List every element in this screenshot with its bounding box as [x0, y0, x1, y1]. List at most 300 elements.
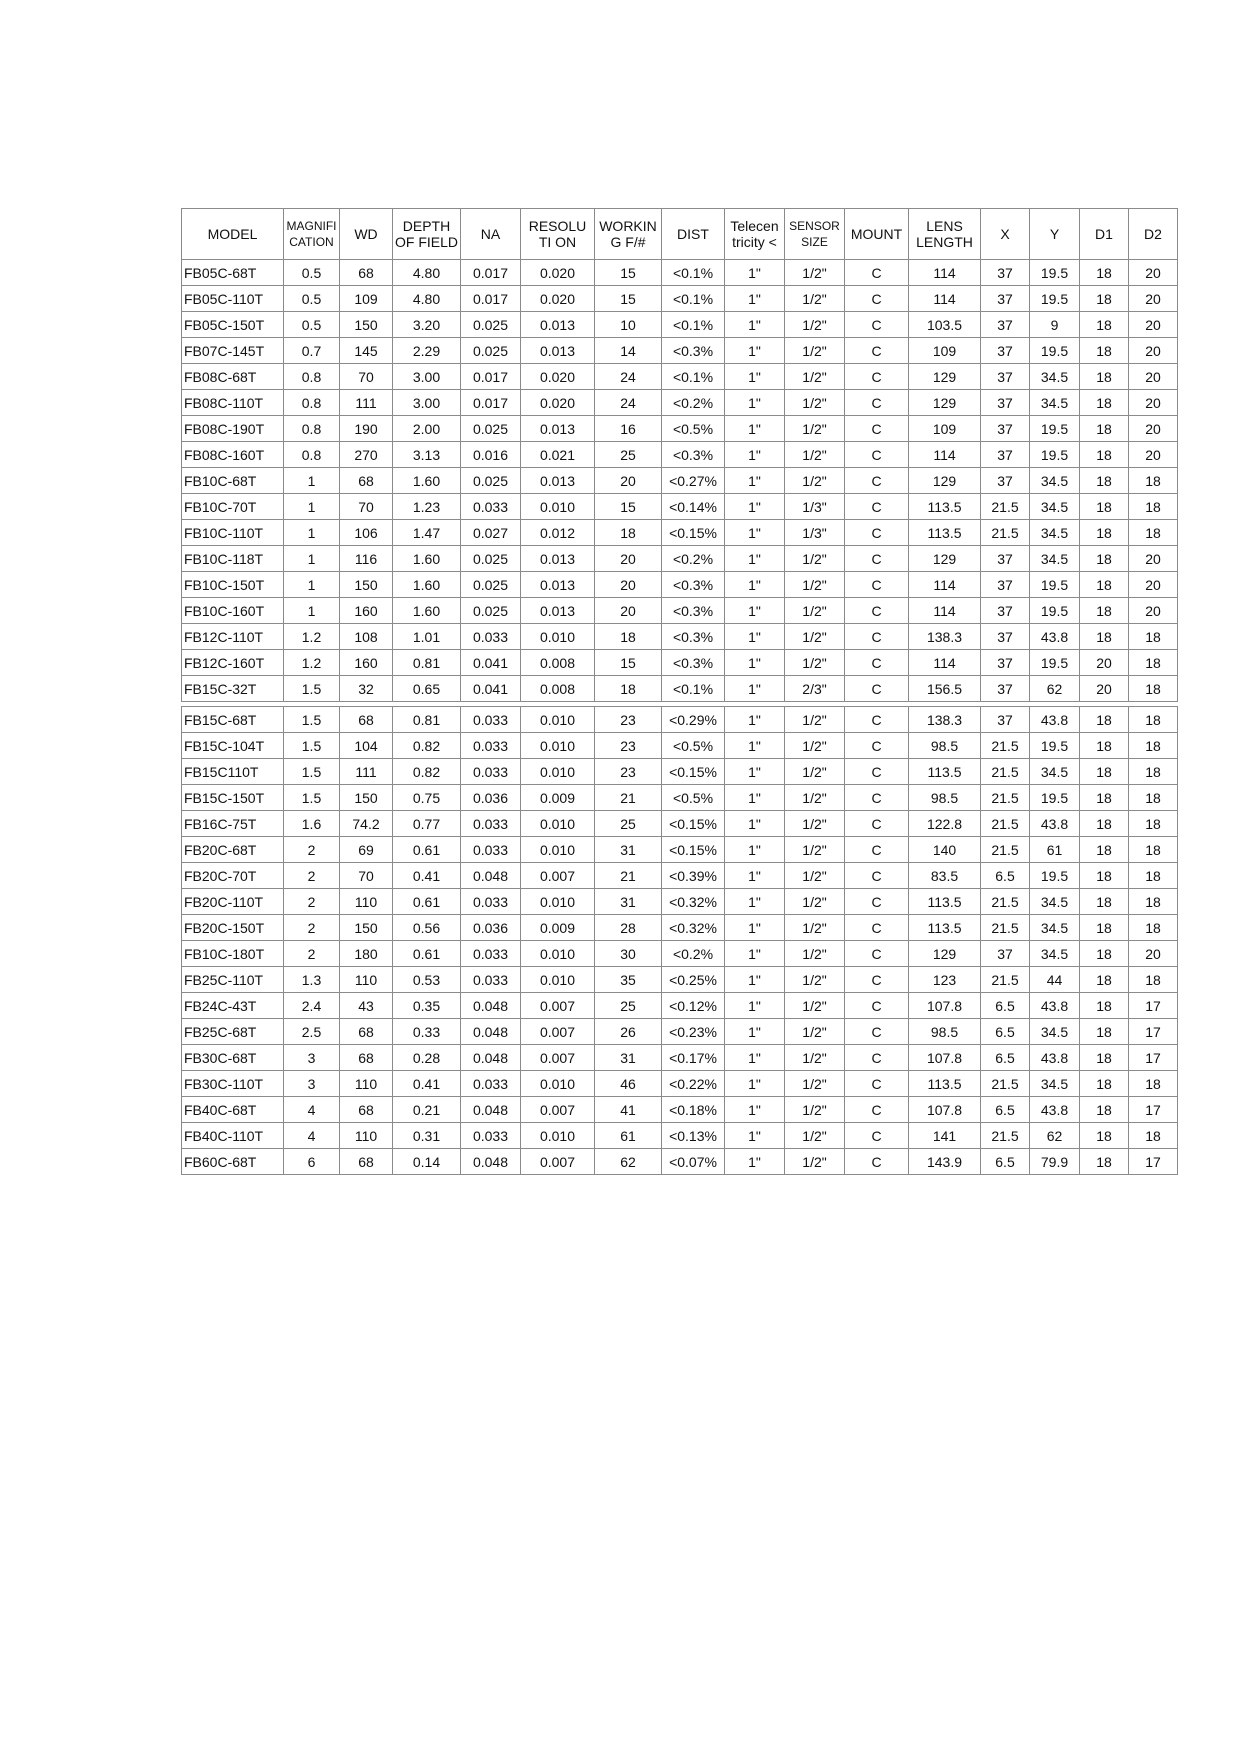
column-header-line: NA — [480, 226, 501, 242]
table-cell: 0.010 — [521, 494, 595, 520]
table-cell: C — [845, 468, 909, 494]
table-cell: 1 — [284, 572, 340, 598]
table-cell: 35 — [595, 967, 662, 993]
table-cell: 0.8 — [284, 442, 340, 468]
table-cell: 108 — [340, 624, 393, 650]
table-cell: 1.60 — [393, 546, 461, 572]
table-cell: 20 — [595, 598, 662, 624]
table-cell: 0.33 — [393, 1019, 461, 1045]
table-cell: 0.033 — [461, 1123, 521, 1149]
table-cell: 1 — [284, 520, 340, 546]
table-cell: 34.5 — [1030, 1071, 1080, 1097]
table-cell: 1 — [284, 546, 340, 572]
table-cell: 61 — [1030, 837, 1080, 863]
table-cell: 0.025 — [461, 338, 521, 364]
table-cell: 0.008 — [521, 676, 595, 702]
table-cell: 26 — [595, 1019, 662, 1045]
table-cell: 113.5 — [909, 520, 981, 546]
table-cell: C — [845, 785, 909, 811]
table-cell: 1" — [725, 889, 785, 915]
table-cell: <0.2% — [662, 941, 725, 967]
table-cell: 18 — [1080, 811, 1129, 837]
table-cell: 0.025 — [461, 312, 521, 338]
table-cell: 3.00 — [393, 390, 461, 416]
table-cell: 34.5 — [1030, 1019, 1080, 1045]
model-cell: FB10C-118T — [182, 546, 284, 572]
table-cell: 18 — [1080, 468, 1129, 494]
table-cell: 0.048 — [461, 1097, 521, 1123]
table-cell: 1" — [725, 811, 785, 837]
table-cell: C — [845, 837, 909, 863]
table-cell: 1/2" — [785, 312, 845, 338]
table-cell: 37 — [981, 624, 1030, 650]
table-cell: 111 — [340, 390, 393, 416]
table-cell: 25 — [595, 811, 662, 837]
table-cell: 70 — [340, 863, 393, 889]
table-row — [182, 1149, 1178, 1175]
table-cell: 30 — [595, 941, 662, 967]
table-cell: <0.25% — [662, 967, 725, 993]
model-cell: FB05C-150T — [182, 312, 284, 338]
table-cell: 6.5 — [981, 863, 1030, 889]
table-cell: <0.39% — [662, 863, 725, 889]
table-cell: 20 — [1129, 390, 1178, 416]
table-cell: 0.033 — [461, 1071, 521, 1097]
table-cell: 79.9 — [1030, 1149, 1080, 1175]
table-cell: <0.2% — [662, 546, 725, 572]
table-cell: <0.3% — [662, 650, 725, 676]
table-row — [182, 811, 1178, 837]
table-cell: 114 — [909, 260, 981, 286]
table-cell: 62 — [1030, 676, 1080, 702]
table-cell: 0.033 — [461, 967, 521, 993]
table-cell: 0.009 — [521, 785, 595, 811]
table-cell: 0.025 — [461, 468, 521, 494]
table-cell: 0.75 — [393, 785, 461, 811]
table-cell: 21 — [595, 785, 662, 811]
table-cell: 18 — [595, 624, 662, 650]
table-cell: <0.3% — [662, 624, 725, 650]
table-cell: 34.5 — [1030, 468, 1080, 494]
table-cell: 18 — [1080, 733, 1129, 759]
model-cell: FB08C-68T — [182, 364, 284, 390]
table-cell: 18 — [595, 520, 662, 546]
table-cell: <0.1% — [662, 676, 725, 702]
table-cell: 18 — [1080, 312, 1129, 338]
model-cell: FB15C-32T — [182, 676, 284, 702]
table-cell: 1" — [725, 598, 785, 624]
model-cell: FB16C-75T — [182, 811, 284, 837]
table-cell: 150 — [340, 785, 393, 811]
table-cell: 18 — [1080, 915, 1129, 941]
table-cell: 17 — [1129, 1097, 1178, 1123]
table-cell: 18 — [1129, 837, 1178, 863]
table-cell: 103.5 — [909, 312, 981, 338]
table-cell: 18 — [1080, 546, 1129, 572]
table-cell: 1" — [725, 863, 785, 889]
model-cell: FB10C-110T — [182, 520, 284, 546]
table-cell: 0.012 — [521, 520, 595, 546]
table-cell: 37 — [981, 286, 1030, 312]
model-cell: FB15C-150T — [182, 785, 284, 811]
table-cell: 18 — [1129, 624, 1178, 650]
table-cell: 0.021 — [521, 442, 595, 468]
table-cell: 18 — [1080, 520, 1129, 546]
table-cell: 34.5 — [1030, 546, 1080, 572]
table-cell: 2/3" — [785, 676, 845, 702]
table-cell: 20 — [1129, 598, 1178, 624]
table-cell: 129 — [909, 390, 981, 416]
column-header-line: X — [1000, 226, 1010, 242]
table-cell: 1" — [725, 785, 785, 811]
table-cell: 1" — [725, 364, 785, 390]
model-cell: FB60C-68T — [182, 1149, 284, 1175]
header-row — [182, 209, 1178, 260]
table-cell: 123 — [909, 967, 981, 993]
table-cell: 18 — [1080, 572, 1129, 598]
column-header-line: tricity < — [732, 234, 777, 250]
table-cell: 0.008 — [521, 650, 595, 676]
table-cell: 0.010 — [521, 1071, 595, 1097]
table-cell: 18 — [1080, 759, 1129, 785]
column-header-line: SIZE — [801, 235, 828, 249]
table-cell: 20 — [595, 572, 662, 598]
table-cell: 0.41 — [393, 1071, 461, 1097]
table-cell: 2 — [284, 889, 340, 915]
table-cell: 2 — [284, 837, 340, 863]
table-cell: 0.82 — [393, 733, 461, 759]
table-cell: 0.010 — [521, 759, 595, 785]
table-cell: 107.8 — [909, 1097, 981, 1123]
table-cell: 68 — [340, 707, 393, 733]
table-row — [182, 494, 1178, 520]
table-cell: 0.033 — [461, 941, 521, 967]
table-cell: 0.033 — [461, 811, 521, 837]
table-cell: 0.35 — [393, 993, 461, 1019]
table-cell: 0.007 — [521, 1097, 595, 1123]
table-cell: 18 — [1080, 494, 1129, 520]
table-cell: 3.13 — [393, 442, 461, 468]
table-cell: 1/2" — [785, 759, 845, 785]
table-cell: 34.5 — [1030, 941, 1080, 967]
table-cell: C — [845, 650, 909, 676]
table-row — [182, 1019, 1178, 1045]
table-cell: 1/2" — [785, 390, 845, 416]
table-cell: 68 — [340, 468, 393, 494]
model-cell: FB24C-43T — [182, 993, 284, 1019]
table-cell: 0.036 — [461, 785, 521, 811]
table-cell: 0.65 — [393, 676, 461, 702]
table-row — [182, 863, 1178, 889]
table-cell: 0.027 — [461, 520, 521, 546]
model-cell: FB05C-110T — [182, 286, 284, 312]
table-row — [182, 993, 1178, 1019]
table-cell: 1/2" — [785, 598, 845, 624]
table-cell: 1/2" — [785, 863, 845, 889]
table-cell: 129 — [909, 941, 981, 967]
table-cell: 1.5 — [284, 759, 340, 785]
table-row — [182, 785, 1178, 811]
table-cell: 15 — [595, 494, 662, 520]
table-cell: 129 — [909, 364, 981, 390]
table-cell: 0.033 — [461, 837, 521, 863]
table-cell: C — [845, 1123, 909, 1149]
table-cell: C — [845, 889, 909, 915]
table-cell: C — [845, 364, 909, 390]
model-cell: FB40C-68T — [182, 1097, 284, 1123]
table-cell: 0.033 — [461, 624, 521, 650]
table-cell: 113.5 — [909, 889, 981, 915]
table-cell: 69 — [340, 837, 393, 863]
table-cell: 113.5 — [909, 494, 981, 520]
table-row — [182, 364, 1178, 390]
model-cell: FB05C-68T — [182, 260, 284, 286]
table-cell: 21.5 — [981, 915, 1030, 941]
table-cell: 1/2" — [785, 416, 845, 442]
table-cell: 21.5 — [981, 1071, 1030, 1097]
table-row — [182, 1071, 1178, 1097]
table-cell: 0.041 — [461, 650, 521, 676]
table-cell: 0.017 — [461, 390, 521, 416]
table-cell: 1" — [725, 390, 785, 416]
table-cell: 0.033 — [461, 733, 521, 759]
table-cell: 0.017 — [461, 286, 521, 312]
table-cell: 18 — [1080, 863, 1129, 889]
table-row — [182, 546, 1178, 572]
table-cell: 18 — [1129, 785, 1178, 811]
table-cell: 43.8 — [1030, 1045, 1080, 1071]
table-cell: 1/2" — [785, 967, 845, 993]
table-cell: 37 — [981, 416, 1030, 442]
table-cell: 2.5 — [284, 1019, 340, 1045]
table-cell: 0.025 — [461, 572, 521, 598]
column-header-line: D1 — [1095, 226, 1113, 242]
table-cell: 18 — [595, 676, 662, 702]
table-cell: 62 — [1030, 1123, 1080, 1149]
table-cell: 98.5 — [909, 1019, 981, 1045]
table-cell: 37 — [981, 572, 1030, 598]
table-row — [182, 707, 1178, 733]
table-cell: 18 — [1080, 837, 1129, 863]
table-cell: 1/2" — [785, 993, 845, 1019]
table-cell: 4 — [284, 1097, 340, 1123]
table-cell: C — [845, 494, 909, 520]
table-cell: 37 — [981, 364, 1030, 390]
table-cell: 160 — [340, 650, 393, 676]
table-cell: 37 — [981, 442, 1030, 468]
table-row — [182, 390, 1178, 416]
table-cell: 1.5 — [284, 785, 340, 811]
table-cell: C — [845, 967, 909, 993]
table-cell: 21 — [595, 863, 662, 889]
table-cell: 19.5 — [1030, 416, 1080, 442]
table-cell: 20 — [1129, 286, 1178, 312]
table-cell: 68 — [340, 1019, 393, 1045]
table-cell: 0.77 — [393, 811, 461, 837]
column-header-line: G F/# — [610, 234, 646, 250]
table-cell: 1.2 — [284, 650, 340, 676]
table-cell: 21.5 — [981, 1123, 1030, 1149]
table-cell: 18 — [1080, 1019, 1129, 1045]
table-cell: 190 — [340, 416, 393, 442]
table-cell: 18 — [1080, 967, 1129, 993]
table-cell: C — [845, 260, 909, 286]
table-row — [182, 650, 1178, 676]
table-cell: 19.5 — [1030, 338, 1080, 364]
table-cell: 0.61 — [393, 837, 461, 863]
table-cell: 0.81 — [393, 650, 461, 676]
table-cell: 18 — [1080, 364, 1129, 390]
table-cell: 4.80 — [393, 260, 461, 286]
table-cell: 0.033 — [461, 494, 521, 520]
table-cell: 0.56 — [393, 915, 461, 941]
table-cell: 18 — [1129, 759, 1178, 785]
table-cell: 0.013 — [521, 312, 595, 338]
table-cell: 37 — [981, 390, 1030, 416]
table-cell: 1.01 — [393, 624, 461, 650]
model-cell: FB40C-110T — [182, 1123, 284, 1149]
table-cell: 3 — [284, 1071, 340, 1097]
table-cell: 18 — [1080, 1071, 1129, 1097]
table-row — [182, 572, 1178, 598]
table-cell: 24 — [595, 364, 662, 390]
model-cell: FB15C-68T — [182, 707, 284, 733]
table-cell: C — [845, 811, 909, 837]
table-cell: 0.025 — [461, 598, 521, 624]
table-row — [182, 312, 1178, 338]
table-cell: 21.5 — [981, 811, 1030, 837]
table-cell: C — [845, 941, 909, 967]
table-cell: 18 — [1080, 889, 1129, 915]
table-cell: 17 — [1129, 1019, 1178, 1045]
table-cell: 0.020 — [521, 286, 595, 312]
table-cell: 20 — [595, 546, 662, 572]
table-cell: 114 — [909, 650, 981, 676]
table-cell: 1/2" — [785, 1045, 845, 1071]
table-cell: 0.007 — [521, 1149, 595, 1175]
table-row — [182, 468, 1178, 494]
model-cell: FB12C-110T — [182, 624, 284, 650]
model-cell: FB10C-160T — [182, 598, 284, 624]
table-cell: 0.041 — [461, 676, 521, 702]
lens-spec-table-bottom — [181, 706, 1178, 1175]
table-cell: 110 — [340, 1071, 393, 1097]
table-cell: 0.010 — [521, 1123, 595, 1149]
table-cell: 19.5 — [1030, 863, 1080, 889]
table-cell: C — [845, 598, 909, 624]
table-cell: 1" — [725, 442, 785, 468]
table-cell: 1/2" — [785, 811, 845, 837]
table-cell: 1" — [725, 733, 785, 759]
table-cell: 20 — [1129, 338, 1178, 364]
table-cell: 18 — [1129, 676, 1178, 702]
column-header — [845, 209, 909, 260]
table-cell: 109 — [340, 286, 393, 312]
table-cell: <0.1% — [662, 286, 725, 312]
column-header — [785, 209, 845, 260]
model-cell: FB08C-190T — [182, 416, 284, 442]
table-cell: 18 — [1080, 785, 1129, 811]
table-cell: 0.8 — [284, 364, 340, 390]
table-cell: 18 — [1129, 1071, 1178, 1097]
table-cell: 0.020 — [521, 260, 595, 286]
table-cell: <0.32% — [662, 915, 725, 941]
column-header — [521, 209, 595, 260]
table-cell: 107.8 — [909, 993, 981, 1019]
model-cell: FB20C-68T — [182, 837, 284, 863]
table-cell: C — [845, 572, 909, 598]
table-cell: 0.31 — [393, 1123, 461, 1149]
table-cell: 129 — [909, 468, 981, 494]
model-cell: FB10C-68T — [182, 468, 284, 494]
table-cell: 46 — [595, 1071, 662, 1097]
table-cell: 21.5 — [981, 759, 1030, 785]
table-cell: 1.5 — [284, 676, 340, 702]
model-cell: FB10C-70T — [182, 494, 284, 520]
table-cell: 1/2" — [785, 1149, 845, 1175]
column-header-line: MOUNT — [850, 226, 903, 242]
table-cell: <0.14% — [662, 494, 725, 520]
table-row — [182, 759, 1178, 785]
table-cell: 0.5 — [284, 286, 340, 312]
table-cell: 61 — [595, 1123, 662, 1149]
table-cell: 70 — [340, 364, 393, 390]
table-cell: C — [845, 546, 909, 572]
table-cell: 20 — [1080, 676, 1129, 702]
table-cell: 270 — [340, 442, 393, 468]
table-cell: 14 — [595, 338, 662, 364]
table-cell: 1/2" — [785, 785, 845, 811]
table-cell: 0.007 — [521, 1019, 595, 1045]
table-cell: 37 — [981, 941, 1030, 967]
table-row — [182, 915, 1178, 941]
column-header — [725, 209, 785, 260]
table-cell: 34.5 — [1030, 889, 1080, 915]
table-cell: 1" — [725, 676, 785, 702]
table-cell: C — [845, 286, 909, 312]
table-cell: 17 — [1129, 1045, 1178, 1071]
table-cell: 34.5 — [1030, 759, 1080, 785]
table-cell: 18 — [1129, 915, 1178, 941]
table-cell: 17 — [1129, 1149, 1178, 1175]
table-cell: 6.5 — [981, 993, 1030, 1019]
table-cell: 1/2" — [785, 889, 845, 915]
table-cell: 18 — [1129, 650, 1178, 676]
column-header-line: CATION — [289, 235, 334, 249]
table-cell: 0.010 — [521, 837, 595, 863]
table-cell: 68 — [340, 1097, 393, 1123]
table-cell: 1/2" — [785, 1097, 845, 1123]
table-cell: 19.5 — [1030, 785, 1080, 811]
table-cell: 6.5 — [981, 1045, 1030, 1071]
table-cell: 0.81 — [393, 707, 461, 733]
table-cell: <0.3% — [662, 338, 725, 364]
table-cell: 43.8 — [1030, 993, 1080, 1019]
table-cell: 1" — [725, 1071, 785, 1097]
table-cell: 150 — [340, 312, 393, 338]
table-cell: C — [845, 707, 909, 733]
table-row — [182, 260, 1178, 286]
table-cell: 3.00 — [393, 364, 461, 390]
table-cell: 34.5 — [1030, 915, 1080, 941]
table-cell: 1/2" — [785, 260, 845, 286]
table-cell: 34.5 — [1030, 520, 1080, 546]
model-cell: FB30C-68T — [182, 1045, 284, 1071]
table-cell: 0.010 — [521, 811, 595, 837]
table-cell: 0.033 — [461, 759, 521, 785]
table-cell: 1/3" — [785, 520, 845, 546]
table-cell: C — [845, 312, 909, 338]
